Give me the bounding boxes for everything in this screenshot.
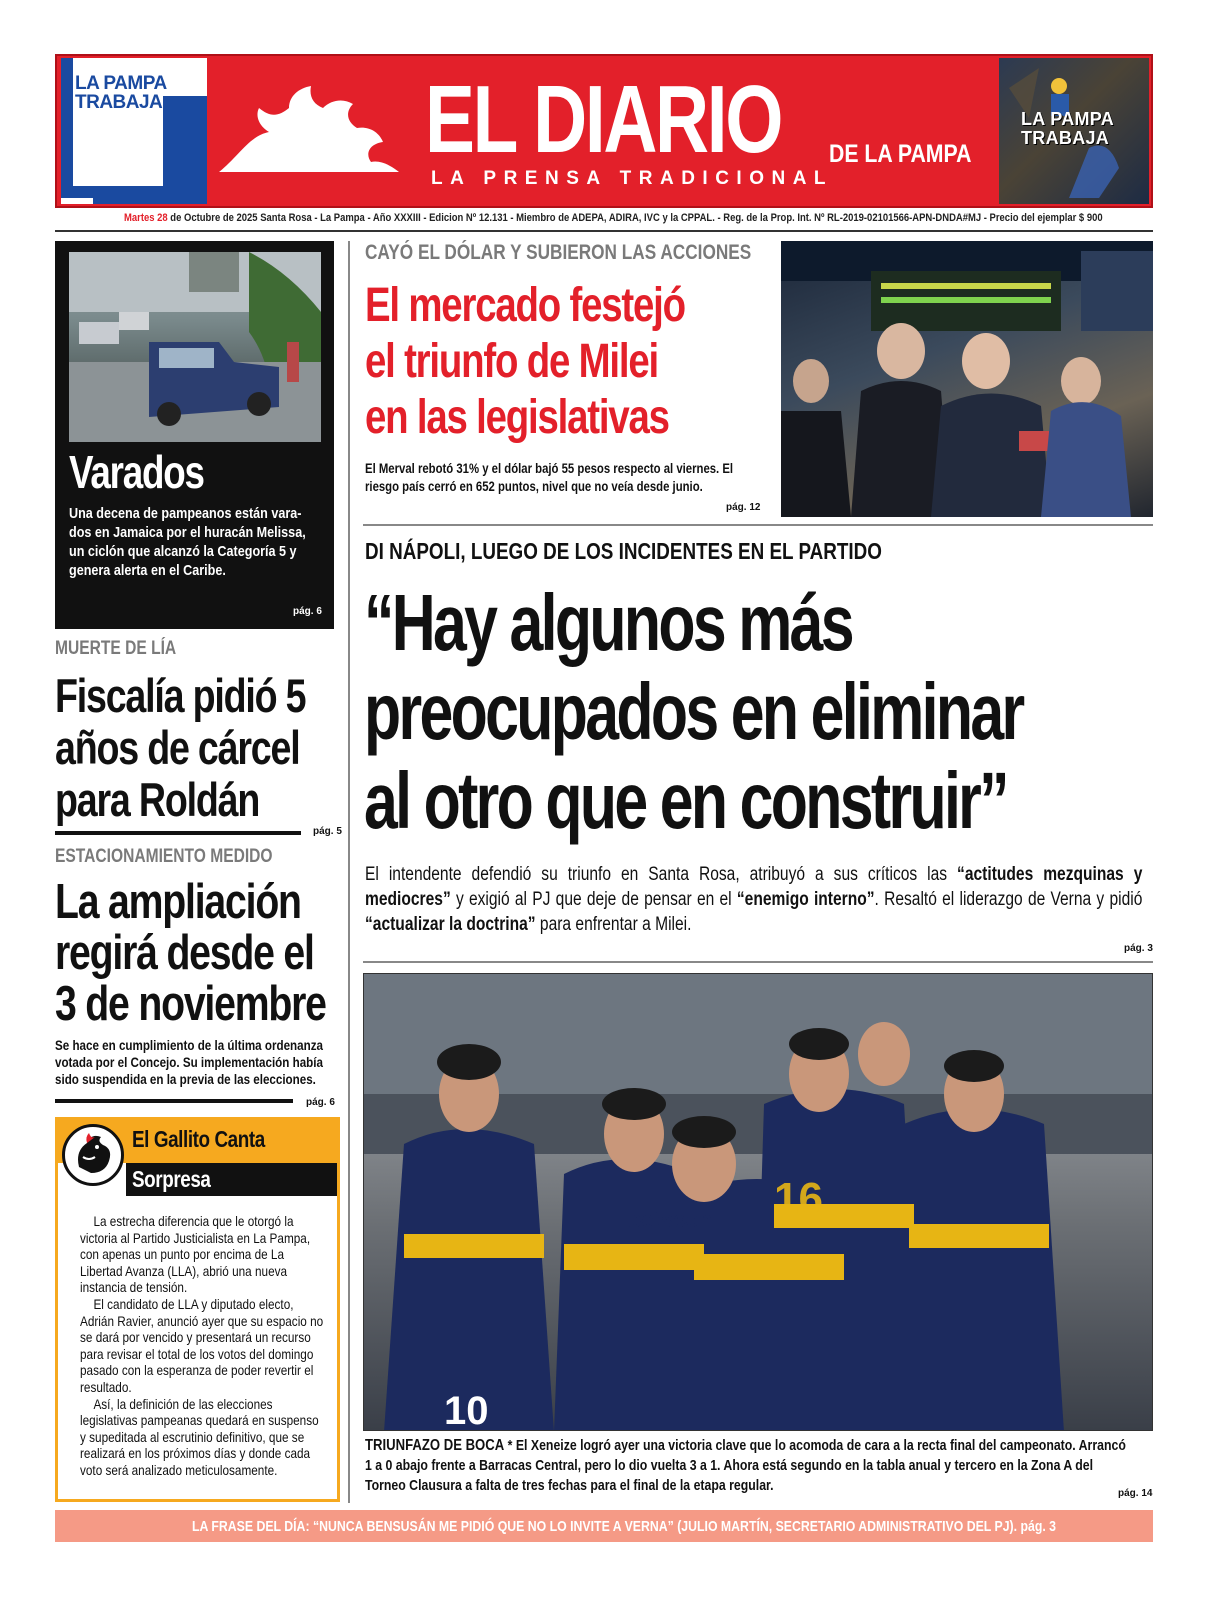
brand-left-text: LA PAMPA TRABAJA (75, 73, 167, 113)
boca-caption-text: * El Xeneize logró ayer una victoria clave que lo acomoda de cara a la recta final del campeonato. Arrancó 1 a 0 abajo frente a Barracas Central, pero lo dio vuelta 3 a 1. Ahora está segundo en la tabla anual y tercero en la Zona A del Torneo Clausura a falta de tres fechas para el final de la etapa regular. (365, 1437, 1126, 1494)
varados-box (55, 241, 334, 629)
boca-caption-lead: TRIUNFAZO DE BOCA (365, 1437, 505, 1454)
dinapoli-quote: “actualizar la doctrina” (365, 914, 536, 935)
traders-icon (781, 241, 1153, 517)
gallito-paragraph: La estrecha diferencia que le otorgó la victoria al Partido Justicialista en La Pampa, con apenas un punto por encima de La Libertad Avanza (LLA), abrió una nueva instancia de tensión. (80, 1213, 311, 1296)
dinapoli-headline-line: “Hay algunos más (364, 578, 852, 667)
dinapoli-quote: “actitudes mezquinas y mediocres” (365, 864, 1143, 910)
newspaper-subtitle: DE LA PAMPA (829, 140, 972, 168)
frase-text: LA FRASE DEL DÍA: “NUNCA BENSUSÁN ME PIDIÓ QUE NO LO INVITE A VERNA” (JULIO MARTÍN, SECRETARIO ADMINISTRATIVO DEL PJ). pág. 3 (192, 1518, 1057, 1535)
gallito-body (80, 1213, 327, 1479)
dateline (124, 212, 1103, 224)
gallito-paragraph: El candidato de LLA y diputado electo, Adrián Ravier, anunció ayer que su espacio no se dará por vencido y presentará un recurso para revisar el total de los votos del domingo pasado con la esperanza de poder revertir el resultado. (80, 1295, 324, 1395)
estacionamiento-page: pág. 6 (306, 1097, 335, 1108)
gallito-section: El Gallito Canta (132, 1126, 265, 1152)
varados-headline: Varados (69, 446, 204, 498)
jersey-number: 16 (774, 1174, 823, 1223)
mercado-headline-line: el triunfo de Milei (365, 335, 658, 388)
lia-headline-line: años de cárcel (55, 721, 300, 774)
sun-logo-icon (219, 86, 399, 182)
gallito-paragraph: Así, la definición de las elecciones legislativas pampeanas quedará en suspenso y supeditada al escrutinio definitivo, que se realizará en los próximos días y donde cada voto será analizado meticulosamente. (80, 1395, 319, 1478)
estacionamiento-body: Se hace en cumplimiento de la última ordenanza votada por el Concejo. Su implementación había sido suspendida en la previa de las elecciones. (55, 1037, 323, 1087)
estacionamiento-rule (55, 1099, 293, 1103)
dinapoli-headline-line: preocupados en eliminar (364, 667, 1023, 756)
lia-headline-line: para Roldán (55, 773, 260, 826)
masthead (55, 54, 1153, 208)
dinapoli-headline (364, 578, 1022, 845)
dinapoli-quote: “enemigo interno” (736, 889, 875, 910)
lia-headline-line: Fiscalía pidió 5 (55, 669, 306, 722)
gallito-title: Sorpresa (132, 1166, 211, 1192)
dinapoli-body-text: . Resaltó el liderazgo de Verna y pidió (874, 889, 1143, 910)
la-pampa-trabaja-logo-right (999, 58, 1149, 204)
estacionamiento-headline-line: regirá desde el (55, 926, 314, 980)
mercado-rule (363, 524, 1153, 526)
mercado-page: pág. 12 (726, 502, 761, 513)
estacionamiento-headline-line: La ampliación (55, 875, 301, 929)
boca-caption (365, 1436, 1136, 1496)
jersey-sponsor: betsson (628, 1207, 713, 1232)
dinapoli-kicker: DI NÁPOLI, LUEGO DE LOS INCIDENTES EN EL PARTIDO (365, 538, 882, 564)
estacionamiento-kicker: ESTACIONAMIENTO MEDIDO (55, 846, 273, 867)
dateline-details: de Octubre de 2025 Santa Rosa - La Pampa - Año XXXIII - Edicion Nº 12.131 - Miembro de ADEPA, ADIRA, IVC y la CPPAL. - Reg. de la Prop. Int. Nº RL-2019-02101566-APN-DNDA#MJ - Precio del ejemplar $ 900 (167, 212, 1103, 224)
stock-exchange-photo (781, 241, 1153, 517)
boca-page: pág. 14 (1118, 1488, 1153, 1499)
lia-headline (55, 670, 305, 826)
dateline-date: Martes 28 (124, 212, 168, 224)
mercado-headline-line: El mercado festejó (365, 279, 685, 332)
la-pampa-trabaja-logo-left (61, 58, 207, 204)
flooded-street-photo (69, 252, 321, 442)
mercado-kicker: CAYÓ EL DÓLAR Y SUBIERON LAS ACCIONES (365, 241, 752, 264)
estacionamiento-headline (55, 877, 326, 1030)
gallito-canta-box (55, 1117, 340, 1502)
svg-text:10: 10 (444, 1389, 489, 1431)
lia-kicker: MUERTE DE LÍA (55, 638, 177, 659)
dinapoli-headline-line: al otro que en construir” (364, 756, 1007, 845)
newspaper-tagline: LA PRENSA TRADICIONAL (431, 168, 834, 189)
dinapoli-body-text: para enfrentar a Milei. (535, 914, 692, 935)
varados-page: pág. 6 (293, 606, 322, 617)
mercado-body: El Merval rebotó 31% y el dólar bajó 55 pesos respecto al viernes. El riesgo país cerró en 652 puntos, nivel que no veía desde junio. (365, 460, 734, 494)
frase-del-dia (55, 1510, 1153, 1542)
dinapoli-body-text: y exigió al PJ que deje de pensar en el (450, 889, 737, 910)
dinapoli-rule (363, 961, 1153, 963)
newspaper-title: EL DIARIO (425, 66, 782, 173)
lia-rule (55, 831, 301, 835)
varados-body: Una decena de pampeanos están vara-dos en Jamaica por el huracán Melissa, un ciclón que alcanzó la Categoría 5 y genera alerta en el Caribe. (69, 505, 306, 579)
mercado-headline (365, 278, 685, 446)
dateline-rule (55, 230, 1153, 232)
rooster-icon (62, 1124, 124, 1186)
lia-page: pág. 5 (313, 826, 342, 837)
brand-right-text: LA PAMPA TRABAJA (1021, 109, 1115, 148)
players-icon (364, 974, 1153, 1431)
column-divider (348, 241, 350, 1503)
dinapoli-page: pág. 3 (1124, 943, 1153, 954)
mercado-headline-line: en las legislativas (365, 391, 669, 444)
estacionamiento-headline-line: 3 de noviembre (55, 977, 326, 1031)
dinapoli-body (365, 862, 1142, 937)
flood-car-icon (69, 252, 321, 442)
boca-celebration-photo (363, 973, 1153, 1431)
dinapoli-body-text: El intendente defendió su triunfo en Santa Rosa, atribuyó a sus críticos las (365, 864, 958, 885)
